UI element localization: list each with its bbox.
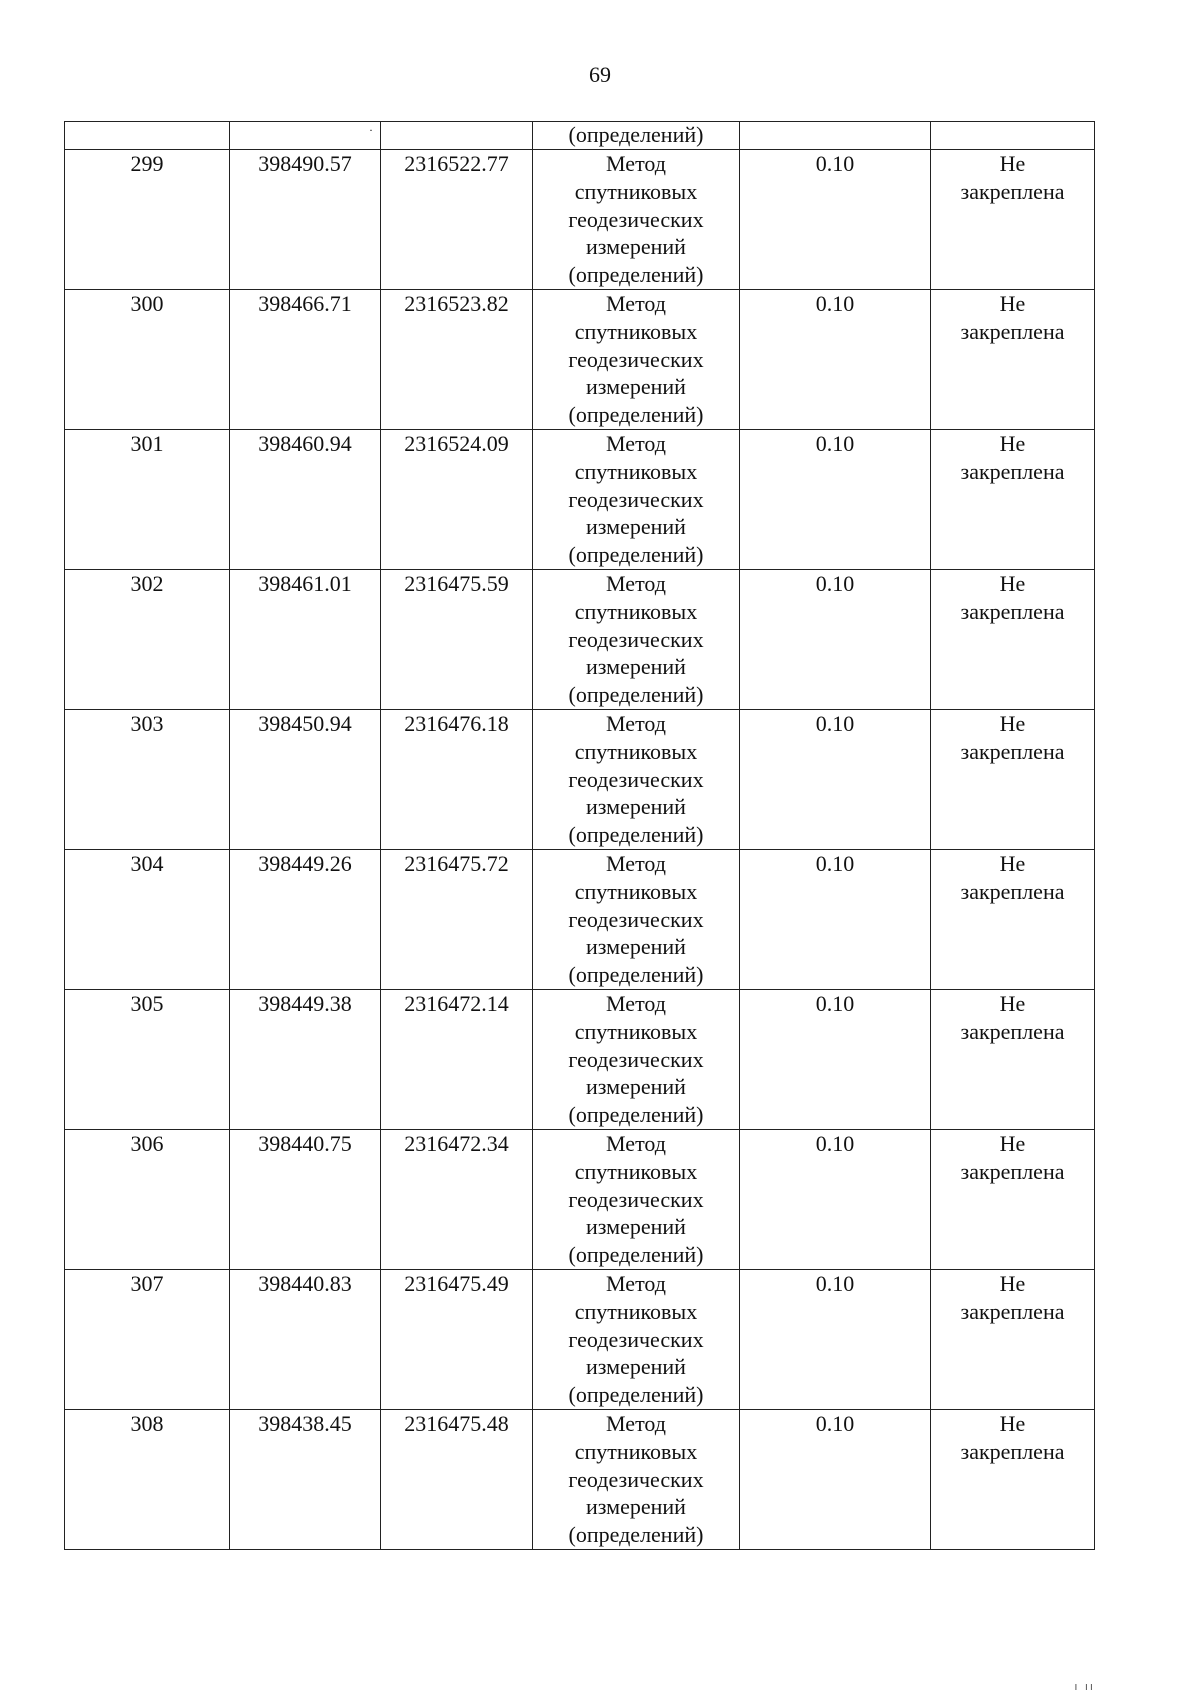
table-row — [65, 1270, 1095, 1410]
method-text: Метод спутниковых геодезических измерений (определений) — [568, 431, 704, 568]
accuracy-cell — [740, 1410, 931, 1550]
table-row — [65, 850, 1095, 990]
fixing-description-text: Не закреплена — [960, 431, 1065, 484]
point-number-text: 305 — [130, 991, 164, 1016]
accuracy-cell — [740, 710, 931, 850]
y-coordinate-text: 2316475.49 — [404, 1271, 509, 1296]
x-coordinate-text: 398490.57 — [258, 151, 352, 176]
x-coordinate-text: 398449.26 — [258, 851, 352, 876]
method-text: Метод спутниковых геодезических измерений (определений) — [568, 991, 704, 1128]
y-coordinate-text: 2316472.14 — [404, 991, 509, 1016]
x-coordinate-cell — [230, 430, 381, 570]
method-text: Метод спутниковых геодезических измерений (определений) — [568, 1131, 704, 1268]
accuracy-text: 0.10 — [815, 431, 855, 456]
point-number-cell — [65, 1270, 230, 1410]
x-coordinate-text: 398440.83 — [258, 1271, 352, 1296]
method-text: Метод спутниковых геодезических измерений (определений) — [568, 571, 704, 708]
table-row — [65, 990, 1095, 1130]
x-coordinate-cell — [230, 710, 381, 850]
table-row — [65, 290, 1095, 430]
point-number-text: 304 — [130, 851, 164, 876]
fixing-description-cell — [931, 570, 1095, 710]
y-coordinate-text: 2316475.72 — [404, 851, 509, 876]
fixing-description-text: Не закреплена — [960, 851, 1065, 904]
method-text: Метод спутниковых геодезических измерений (определений) — [568, 1411, 704, 1548]
point-number-cell — [65, 150, 230, 290]
y-coordinate-cell — [381, 1410, 533, 1550]
point-number-text: 308 — [130, 1411, 164, 1436]
continuation-y-cell — [369, 122, 533, 150]
method-cell — [533, 430, 740, 570]
continuation-accuracy-cell — [740, 122, 931, 150]
continuation-fixing-cell — [931, 122, 1095, 150]
table-row — [65, 150, 1095, 290]
fixing-description-text: Не закреплена — [960, 1271, 1065, 1324]
accuracy-cell — [740, 1270, 931, 1410]
method-text: Метод спутниковых геодезических измерений (определений) — [568, 151, 704, 288]
fixing-description-cell — [931, 1130, 1095, 1270]
fixing-description-cell — [931, 990, 1095, 1130]
method-text: Метод спутниковых геодезических измерений (определений) — [568, 291, 704, 428]
x-coordinate-cell — [230, 150, 381, 290]
x-coordinate-text: 398438.45 — [258, 1411, 352, 1436]
method-cell — [533, 850, 740, 990]
point-number-cell — [65, 710, 230, 850]
page-number: 69 — [589, 62, 611, 87]
point-number-cell — [65, 430, 230, 570]
point-number-text: 301 — [130, 431, 164, 456]
point-number-text: 307 — [130, 1271, 164, 1296]
method-cell — [533, 570, 740, 710]
y-coordinate-text: 2316475.59 — [404, 571, 509, 596]
accuracy-text: 0.10 — [815, 151, 855, 176]
x-coordinate-cell — [230, 850, 381, 990]
method-cell — [533, 1130, 740, 1270]
point-number-text: 303 — [130, 711, 164, 736]
fixing-description-cell — [931, 430, 1095, 570]
fixing-description-text: Не закреплена — [960, 571, 1065, 624]
accuracy-text: 0.10 — [815, 571, 855, 596]
y-coordinate-cell — [381, 850, 533, 990]
y-coordinate-text: 2316523.82 — [404, 291, 509, 316]
point-number-cell — [65, 1410, 230, 1550]
continuation-row — [65, 122, 1095, 150]
accuracy-cell — [740, 850, 931, 990]
method-cell — [533, 990, 740, 1130]
y-coordinate-cell — [381, 1130, 533, 1270]
fixing-description-cell — [931, 1410, 1095, 1550]
accuracy-text: 0.10 — [815, 1271, 855, 1296]
accuracy-text: 0.10 — [815, 711, 855, 736]
accuracy-text: 0.10 — [815, 991, 855, 1016]
table-row — [65, 570, 1095, 710]
continuation-method-cell: (определений) — [533, 122, 740, 150]
method-cell — [533, 150, 740, 290]
accuracy-text: 0.10 — [815, 1131, 855, 1156]
fixing-description-text: Не закреплена — [960, 1411, 1065, 1464]
fixing-description-cell — [931, 1270, 1095, 1410]
footer-mark: ı ıı — [1074, 1680, 1095, 1693]
fixing-description-text: Не закреплена — [960, 711, 1065, 764]
y-coordinate-text: 2316475.48 — [404, 1411, 509, 1436]
point-number-cell — [65, 290, 230, 430]
x-coordinate-text: 398440.75 — [258, 1131, 352, 1156]
fixing-description-cell — [931, 710, 1095, 850]
x-coordinate-cell — [230, 1270, 381, 1410]
table-body — [65, 122, 1095, 1550]
y-coordinate-cell — [381, 150, 533, 290]
x-coordinate-cell — [230, 570, 381, 710]
dot-mark: · — [369, 123, 373, 137]
point-number-cell — [65, 1130, 230, 1270]
method-cell — [533, 290, 740, 430]
y-coordinate-cell — [381, 710, 533, 850]
table-row — [65, 710, 1095, 850]
accuracy-cell — [740, 150, 931, 290]
method-text: Метод спутниковых геодезических измерений (определений) — [568, 851, 704, 988]
method-cell — [533, 1410, 740, 1550]
accuracy-text: 0.10 — [815, 1411, 855, 1436]
accuracy-cell — [740, 1130, 931, 1270]
x-coordinate-cell — [230, 290, 381, 430]
table-row — [65, 430, 1095, 570]
point-number-cell — [65, 990, 230, 1130]
point-number-text: 299 — [130, 151, 164, 176]
method-text: Метод спутниковых геодезических измерений (определений) — [568, 1271, 704, 1408]
accuracy-cell — [740, 570, 931, 710]
y-coordinate-text: 2316524.09 — [404, 431, 509, 456]
x-coordinate-text: 398460.94 — [258, 431, 352, 456]
accuracy-cell — [740, 290, 931, 430]
table-row — [65, 1130, 1095, 1270]
y-coordinate-cell — [381, 990, 533, 1130]
accuracy-text: 0.10 — [815, 851, 855, 876]
fixing-description-text: Не закреплена — [960, 291, 1065, 344]
x-coordinate-text: 398450.94 — [258, 711, 352, 736]
fixing-description-text: Не закреплена — [960, 1131, 1065, 1184]
method-cell — [533, 710, 740, 850]
x-coordinate-text: 398466.71 — [258, 291, 352, 316]
y-coordinate-text: 2316472.34 — [404, 1131, 509, 1156]
accuracy-cell — [740, 430, 931, 570]
y-coordinate-text: 2316522.77 — [404, 151, 509, 176]
method-text: Метод спутниковых геодезических измерений (определений) — [568, 711, 704, 848]
continuation-point-cell — [65, 122, 230, 150]
y-coordinate-cell — [381, 430, 533, 570]
point-number-cell — [65, 850, 230, 990]
x-coordinate-cell — [230, 990, 381, 1130]
x-coordinate-text: 398461.01 — [258, 571, 352, 596]
method-cell — [533, 1270, 740, 1410]
accuracy-cell — [740, 990, 931, 1130]
fixing-description-cell — [931, 850, 1095, 990]
x-coordinate-cell — [230, 1410, 381, 1550]
fixing-description-cell — [931, 290, 1095, 430]
y-coordinate-cell — [381, 1270, 533, 1410]
y-coordinate-cell — [381, 570, 533, 710]
point-number-cell — [65, 570, 230, 710]
coordinates-table — [64, 121, 1095, 1550]
point-number-text: 306 — [130, 1131, 164, 1156]
point-number-text: 302 — [130, 571, 164, 596]
y-coordinate-text: 2316476.18 — [404, 711, 509, 736]
x-coordinate-text: 398449.38 — [258, 991, 352, 1016]
fixing-description-text: Не закреплена — [960, 151, 1065, 204]
continuation-x-cell — [230, 122, 381, 150]
fixing-description-cell — [931, 150, 1095, 290]
table-row — [65, 1410, 1095, 1550]
x-coordinate-cell — [230, 1130, 381, 1270]
fixing-description-text: Не закреплена — [960, 991, 1065, 1044]
point-number-text: 300 — [130, 291, 164, 316]
accuracy-text: 0.10 — [815, 291, 855, 316]
y-coordinate-cell — [381, 290, 533, 430]
